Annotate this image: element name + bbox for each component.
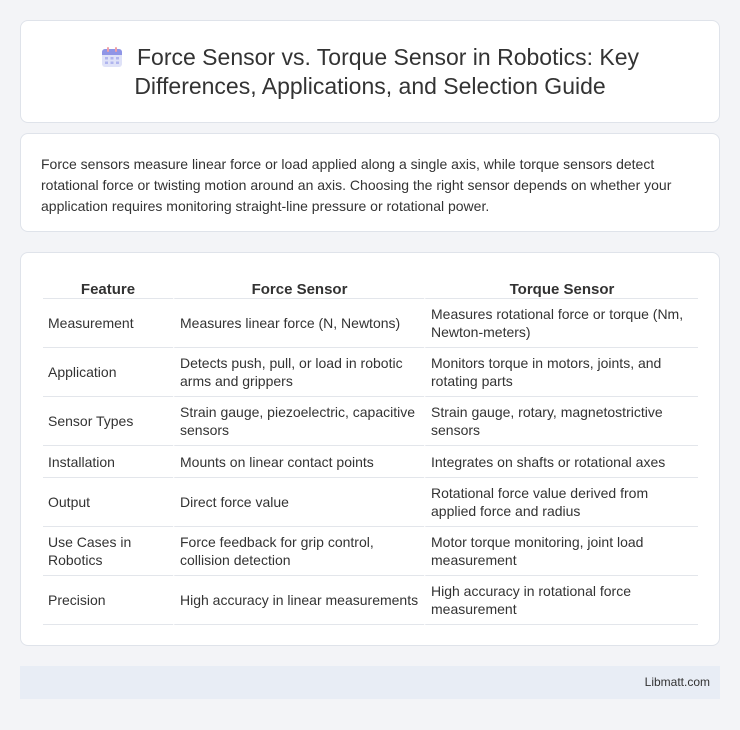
- torque-cell: Integrates on shafts or rotational axes: [424, 446, 698, 478]
- header-force-sensor: Force Sensor: [173, 275, 424, 299]
- force-cell: Measures linear force (N, Newtons): [173, 299, 424, 348]
- table-header-row: [43, 275, 698, 299]
- table-row: [43, 527, 698, 576]
- table-row: [43, 299, 698, 348]
- feature-cell: Output: [43, 478, 173, 527]
- force-cell: Mounts on linear contact points: [173, 446, 424, 478]
- footer-site-link[interactable]: Libmatt.com: [644, 675, 710, 689]
- comparison-table: [43, 275, 698, 625]
- header-torque-sensor: Torque Sensor: [424, 275, 698, 299]
- feature-cell: Installation: [43, 446, 173, 478]
- header-feature: Feature: [43, 275, 173, 299]
- torque-cell: Monitors torque in motors, joints, and rotating parts: [424, 348, 698, 397]
- torque-cell: High accuracy in rotational force measurement: [424, 576, 698, 625]
- comparison-card: [20, 252, 720, 646]
- force-cell: Detects push, pull, or load in robotic arms and grippers: [173, 348, 424, 397]
- feature-cell: Application: [43, 348, 173, 397]
- intro-paragraph: Force sensors measure linear force or load applied along a single axis, while torque sensors detect rotational force or twisting motion around an axis. Choosing the right sensor depends on whether your application requires monitoring straight-line pressure or rotational power.: [41, 156, 672, 214]
- page-title-text: Force Sensor vs. Torque Sensor in Robotics: Key Differences, Applications, and Selection Guide: [134, 43, 639, 99]
- table-row: [43, 576, 698, 625]
- torque-cell: Strain gauge, rotary, magnetostrictive sensors: [424, 397, 698, 446]
- torque-cell: Motor torque monitoring, joint load measurement: [424, 527, 698, 576]
- torque-cell: Measures rotational force or torque (Nm, Newton-meters): [424, 299, 698, 348]
- table-row: [43, 446, 698, 478]
- table-row: [43, 348, 698, 397]
- footer: [20, 666, 720, 699]
- page-title: [51, 43, 689, 101]
- torque-cell: Rotational force value derived from applied force and radius: [424, 478, 698, 527]
- force-cell: Strain gauge, piezoelectric, capacitive sensors: [173, 397, 424, 446]
- calendar-icon: [101, 46, 123, 68]
- feature-cell: Precision: [43, 576, 173, 625]
- table-row: [43, 397, 698, 446]
- feature-cell: Sensor Types: [43, 397, 173, 446]
- feature-cell: Measurement: [43, 299, 173, 348]
- force-cell: High accuracy in linear measurements: [173, 576, 424, 625]
- title-card: [20, 20, 720, 123]
- table-row: [43, 478, 698, 527]
- force-cell: Force feedback for grip control, collision detection: [173, 527, 424, 576]
- force-cell: Direct force value: [173, 478, 424, 527]
- intro-card: [20, 133, 720, 232]
- feature-cell: Use Cases in Robotics: [43, 527, 173, 576]
